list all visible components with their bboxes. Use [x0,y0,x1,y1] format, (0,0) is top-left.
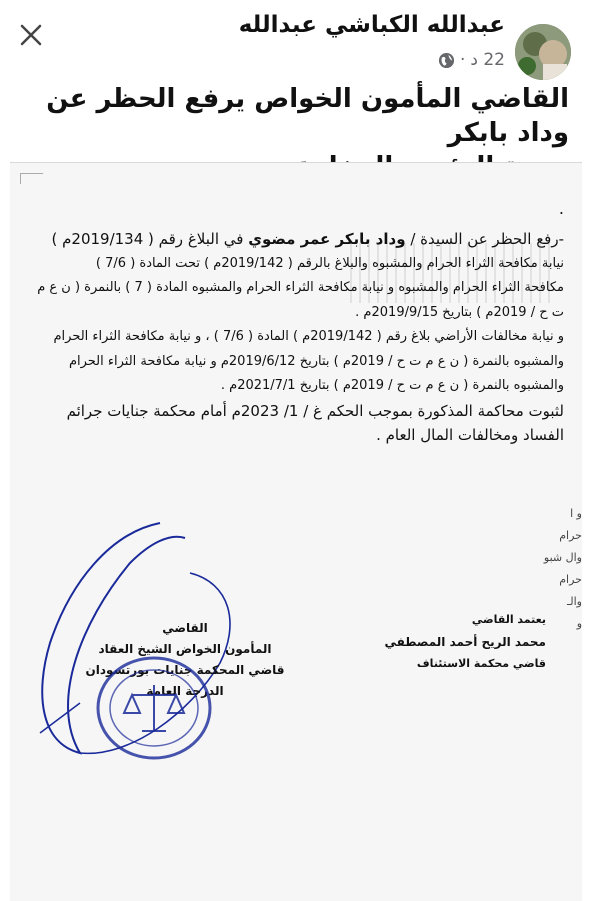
fragment: حرام [559,573,582,586]
doc-dot: . [558,199,564,218]
fragment: و [576,617,582,630]
approving-judge-name: محمد الريح أحمد المصطفي [384,635,546,649]
doc-line-part: في البلاغ رقم ( 2019/134م ) [51,230,249,248]
fragment: والـ [567,595,582,608]
doc-line: مكافحة الثراء الحرام والمشبوه و نيابة مكافحة الثراء الحرام والمشبوه المادة ( 7 ) بالنمرة ( ن ع م [37,280,564,295]
close-icon [16,20,46,50]
author-name[interactable]: عبدالله الكباشي عبدالله [238,12,505,38]
meta-separator: · [459,50,466,70]
doc-line-part: -رفع الحظر عن السيدة / [405,230,564,248]
doc-line-name: وداد بابكر عمر مضوي [248,230,406,248]
judge-degree: الدرجة العامة [146,684,224,698]
avatar[interactable] [515,24,571,80]
fragment: وال شبو [543,551,582,564]
document-body [16,227,564,448]
page-corner-mark [20,173,43,184]
document-image[interactable] [10,162,582,901]
post-title-line: القاضي المأمون الخواص يرفع الحظر عن وداد بابكر [46,84,569,148]
doc-line: و نيابة مخالفات الأراضي بلاغ رقم ( 2019/142م ) المادة ( 7/6 ) ، و نيابة مكافحة الثراء الحرام [53,329,564,344]
fragment: حرام [559,529,582,542]
globe-icon [438,52,455,69]
judge-label: القاضي [162,621,208,635]
post-header [0,0,589,80]
judge-title: قاضي المحكمة جنايات بورتسودان [85,663,285,677]
post-time[interactable]: 22 د [470,50,505,70]
doc-line: الفساد ومخالفات المال العام . [376,426,564,444]
approving-judge-title: قاضي محكمة الاستئناف [416,657,546,670]
doc-line: نيابة مكافحة الثراء الحرام والمشبوه والبلاغ بالرقم ( 2019/142م ) تحت المادة ( 7/6 ) [95,255,564,271]
doc-line: ت ح / 2019م ) بتاريخ 2019/9/15م . [355,304,564,320]
judge-name: المأمون الخواض الشيخ العقاد [98,642,272,656]
court-stamp-seal [94,653,214,763]
close-button[interactable] [16,20,46,50]
approving-judge-block [346,609,546,675]
doc-line: والمشبوه بالنمرة ( ن ع م ت ح / 2019م ) بتاريخ 2019/6/12م و نيابة مكافحة الثراء الحرام [68,353,564,369]
approval-label: يعتمد القاضي [471,613,546,626]
doc-line: والمشبوه بالنمرة ( ن ع م ت ح / 2019م ) بتاريخ 2021/7/1م . [220,378,564,393]
doc-line: لثبوت محاكمة المذكورة بموجب الحكم غ / 1/ 2023م أمام محكمة جنايات جرائم [66,401,564,420]
fragment: و ا [570,507,582,520]
post-meta [438,50,505,70]
doc-line [16,227,564,252]
